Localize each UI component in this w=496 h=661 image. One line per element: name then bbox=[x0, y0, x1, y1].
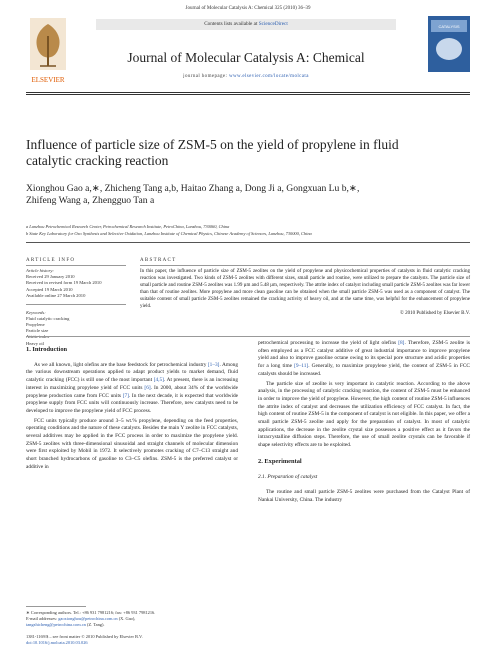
keyword-item: Particle size bbox=[26, 328, 49, 334]
keywords-label: Keywords: bbox=[26, 309, 46, 315]
header-separator-rule bbox=[26, 242, 470, 243]
footnote-line-3: tangzhicheng@petrochina.com.cn (Z. Tang). bbox=[26, 622, 105, 627]
section-2-1-heading: 2.1. Preparation of catalyst bbox=[258, 473, 318, 480]
email-link[interactable]: gaoxionghou@petrochina.com.cn bbox=[58, 616, 118, 621]
front-matter-meta bbox=[26, 634, 236, 646]
abstract-header bbox=[140, 258, 470, 263]
affiliations bbox=[26, 224, 470, 237]
journal-homepage bbox=[96, 74, 396, 79]
homepage-link[interactable]: www.elsevier.com/locate/molcata bbox=[228, 74, 309, 79]
citation-link[interactable]: [9–11] bbox=[294, 363, 309, 370]
section-2-heading: 2. Experimental bbox=[258, 457, 302, 465]
authors-line-2: Zhifeng Wang a, Zhengguo Tan a bbox=[26, 195, 155, 206]
affiliation-b: b State Key Laboratory for Oxo Synthesis and Selective Oxidation, Lanzhou Institute of Chemical Physics, Chinese Academy of Sciences, Lanzhou, 730000, China bbox=[26, 230, 312, 236]
abstract-end-rule bbox=[26, 336, 470, 337]
affiliation-a: a Lanzhou Petrochemical Research Center, Petrochemical Research Institute, PetroChina, Lanzhou, 730060, China bbox=[26, 224, 230, 229]
intro-paragraph-1: As we all known, light olefins are the base feedstock for petrochemical industry [1–3]. Among the various downstream operations applied to adapt product yields to market demand, fluid catalytic cracking (FCC) is still one of the most important [4,5]. At present, there is an increasing interest in maximizing propylene yield of FCC units [6]. In 2000, about 34% of the worldwide propylene production came from FCC units [7]. In the next decade, it is expected that worldwide propylene supply from FCC units will continuously increase. Therefore, new catalysts need to be developed to improve the propylene yield of FCC process. bbox=[26, 361, 238, 414]
keyword-item: Propylene bbox=[26, 322, 45, 328]
section-1-heading: 1. Introduction bbox=[26, 346, 68, 353]
cover-title-text: CATALYSIS bbox=[438, 24, 460, 29]
abstract-text: In this paper, the influence of particle size of ZSM-5 zeolites on the yield of propylene and physicochemical properties of catalysts in fluid catalytic cracking reaction was investigated. Two kinds of ZSM-5 zeolites with different sizes, small particle and routine, were utilized to prepare the catalysts. The particle size of small particle and routine ZSM-5 zeolites was 1.99 µm and 5.48 µm, respectively. The attrite index of catalyst including small particle ZSM-5 zeolites was far lower than that of routine zeolites. More propylene and more clean gasoline can be obtained when the small particle ZSM-5 was used as a component of catalyst. The suitable content of small particle ZSM-5 zeolites remained the cracking activity of heavy oil, and at the same time, was helpful for the enhancement of propylene yield. bbox=[140, 269, 470, 309]
article-info-rule bbox=[26, 265, 126, 266]
history-label: Article history: bbox=[26, 268, 54, 273]
article-info-heading: ARTICLE INFO bbox=[26, 258, 76, 263]
homepage-prefix: journal homepage: bbox=[183, 74, 229, 79]
article-title: Influence of particle size of ZSM-5 on the yield of propylene in fluid catalytic cracking reaction bbox=[26, 137, 399, 168]
copyright-line: © 2010 Published by Elsevier B.V. bbox=[400, 311, 470, 316]
intro-paragraph-4: The particle size of zeolite is very important in catalytic reaction. According to the above analysis, in the processing of catalytic cracking reaction, the content of ZSM-5 must be enhanced in order to improve the yield of propylene. However, the high content of routine ZSM-5 influences the attrite index of catalyst and decreases the utilization efficiency of FCC catalyst. In fact, the high content of routine ZSM-5 in the component of catalyst is not eligible. In this paper, we offer a small particle ZSM-5 zeolite and apply for the preparation of catalyst. In most of catalytic applications, the decrease in the zeolite crystal size possesses a positive effect as it favors the intracrystalline diffusion steps. Therefore, the use of small zeolite crystals can be favorable if shape selectivity effects are to be exploited. bbox=[258, 380, 470, 449]
email-link[interactable]: tangzhicheng@petrochina.com.cn bbox=[26, 622, 86, 627]
article-info bbox=[26, 268, 126, 347]
intro-paragraph-3: petrochemical processing to increase the yield of light olefins [8]. Therefore, ZSM-5 zeolite is often employed as a FCC catalyst additive of great industrial importance to improve propylene yield and also to improve gasoline octane owing to its special pore structure and acidic properties for a long time [9–11]. Generally, to maximize propylene yield, the content of ZSM-5 in FCC catalysts should be increased. bbox=[258, 340, 471, 377]
authors-line-1: Xionghou Gao a,∗, Zhicheng Tang a,b, Haitao Zhang a, Dong Ji a, Gongxuan Lu b,∗, bbox=[26, 183, 360, 194]
keyword-item: Fluid catalytic cracking bbox=[26, 315, 70, 321]
footnote-rule bbox=[26, 606, 86, 607]
masthead-rule-bottom bbox=[26, 94, 470, 95]
doi-link[interactable]: doi:10.1016/j.molcata.2010.03.026 bbox=[26, 640, 88, 645]
abstract-body bbox=[140, 268, 470, 317]
sciencedirect-link[interactable]: ScienceDirect bbox=[258, 21, 288, 27]
experimental-paragraph-1: The routine and small particle ZSM-5 zeolites were purchased from the Catalyst Plant of Nankai University, China. The industry bbox=[258, 489, 470, 503]
intro-paragraph-2: FCC units typically produce around 3–5 wt.% propylene, depending on the feed properties, operating conditions and the nature of these catalysts. Besides the main Y zeolite in FCC catalysts, several additives may be applied in the FCC process in order to maximize the propylene yield. ZSM-5 zeolites with three-dimensional sinusoidal and straight channels of molecular dimension were first exploited by Mobil in 1972. It selectively promotes cracking of C7–C13 straight and short branched hydrocarbons of gasoline to C3–C5 olefins. ZSM-5 is the preferred catalyst or additive in bbox=[26, 417, 238, 470]
journal-cover-thumbnail bbox=[428, 16, 470, 72]
citation-link[interactable]: [7] bbox=[122, 392, 129, 399]
history-item: Received in revised form 19 March 2010 bbox=[26, 280, 102, 286]
author-list bbox=[26, 183, 466, 207]
issn-line: 1381-1169/$ – see front matter © 2010 Published by Elsevier B.V. bbox=[26, 634, 143, 639]
abstract-heading: ABSTRACT bbox=[140, 258, 177, 263]
right-column bbox=[258, 340, 470, 507]
footnote-line-1: ∗ Corresponding authors. Tel.: +86 931 7981216; fax: +86 931 7981216. bbox=[26, 610, 156, 615]
abstract-rule bbox=[140, 265, 470, 266]
corresponding-author-footnote bbox=[26, 610, 236, 628]
citation-link[interactable]: [8] bbox=[398, 340, 405, 346]
citation-link[interactable]: [6] bbox=[144, 384, 151, 391]
history-item: Available online 27 March 2010 bbox=[26, 292, 86, 298]
keywords-rule bbox=[26, 304, 126, 305]
citation-link[interactable]: [1–3] bbox=[207, 361, 220, 368]
footnote-line-2: E-mail addresses: gaoxionghou@petrochina.com.cn (X. Gao), bbox=[26, 616, 136, 621]
contents-prefix: Contents lists available at bbox=[204, 21, 259, 27]
left-column bbox=[26, 346, 238, 474]
journal-masthead bbox=[26, 16, 470, 90]
journal-title: Journal of Molecular Catalysis A: Chemical bbox=[127, 50, 365, 65]
keyword-item: Heavy oil bbox=[26, 340, 44, 346]
history-item: Received 29 January 2010 bbox=[26, 274, 75, 280]
history-item: Accepted 19 March 2010 bbox=[26, 286, 73, 292]
elsevier-logo bbox=[26, 16, 70, 90]
article-info-header bbox=[26, 258, 126, 263]
citation-link[interactable]: [4,5] bbox=[153, 377, 164, 384]
keyword-item: Attrite index bbox=[26, 334, 50, 340]
running-head: Journal of Molecular Catalysis A: Chemical 325 (2010) 36–39 bbox=[185, 6, 311, 11]
contents-line bbox=[96, 21, 396, 27]
elsevier-wordmark: ELSEVIER bbox=[31, 76, 65, 84]
masthead-rule-top bbox=[26, 92, 470, 93]
